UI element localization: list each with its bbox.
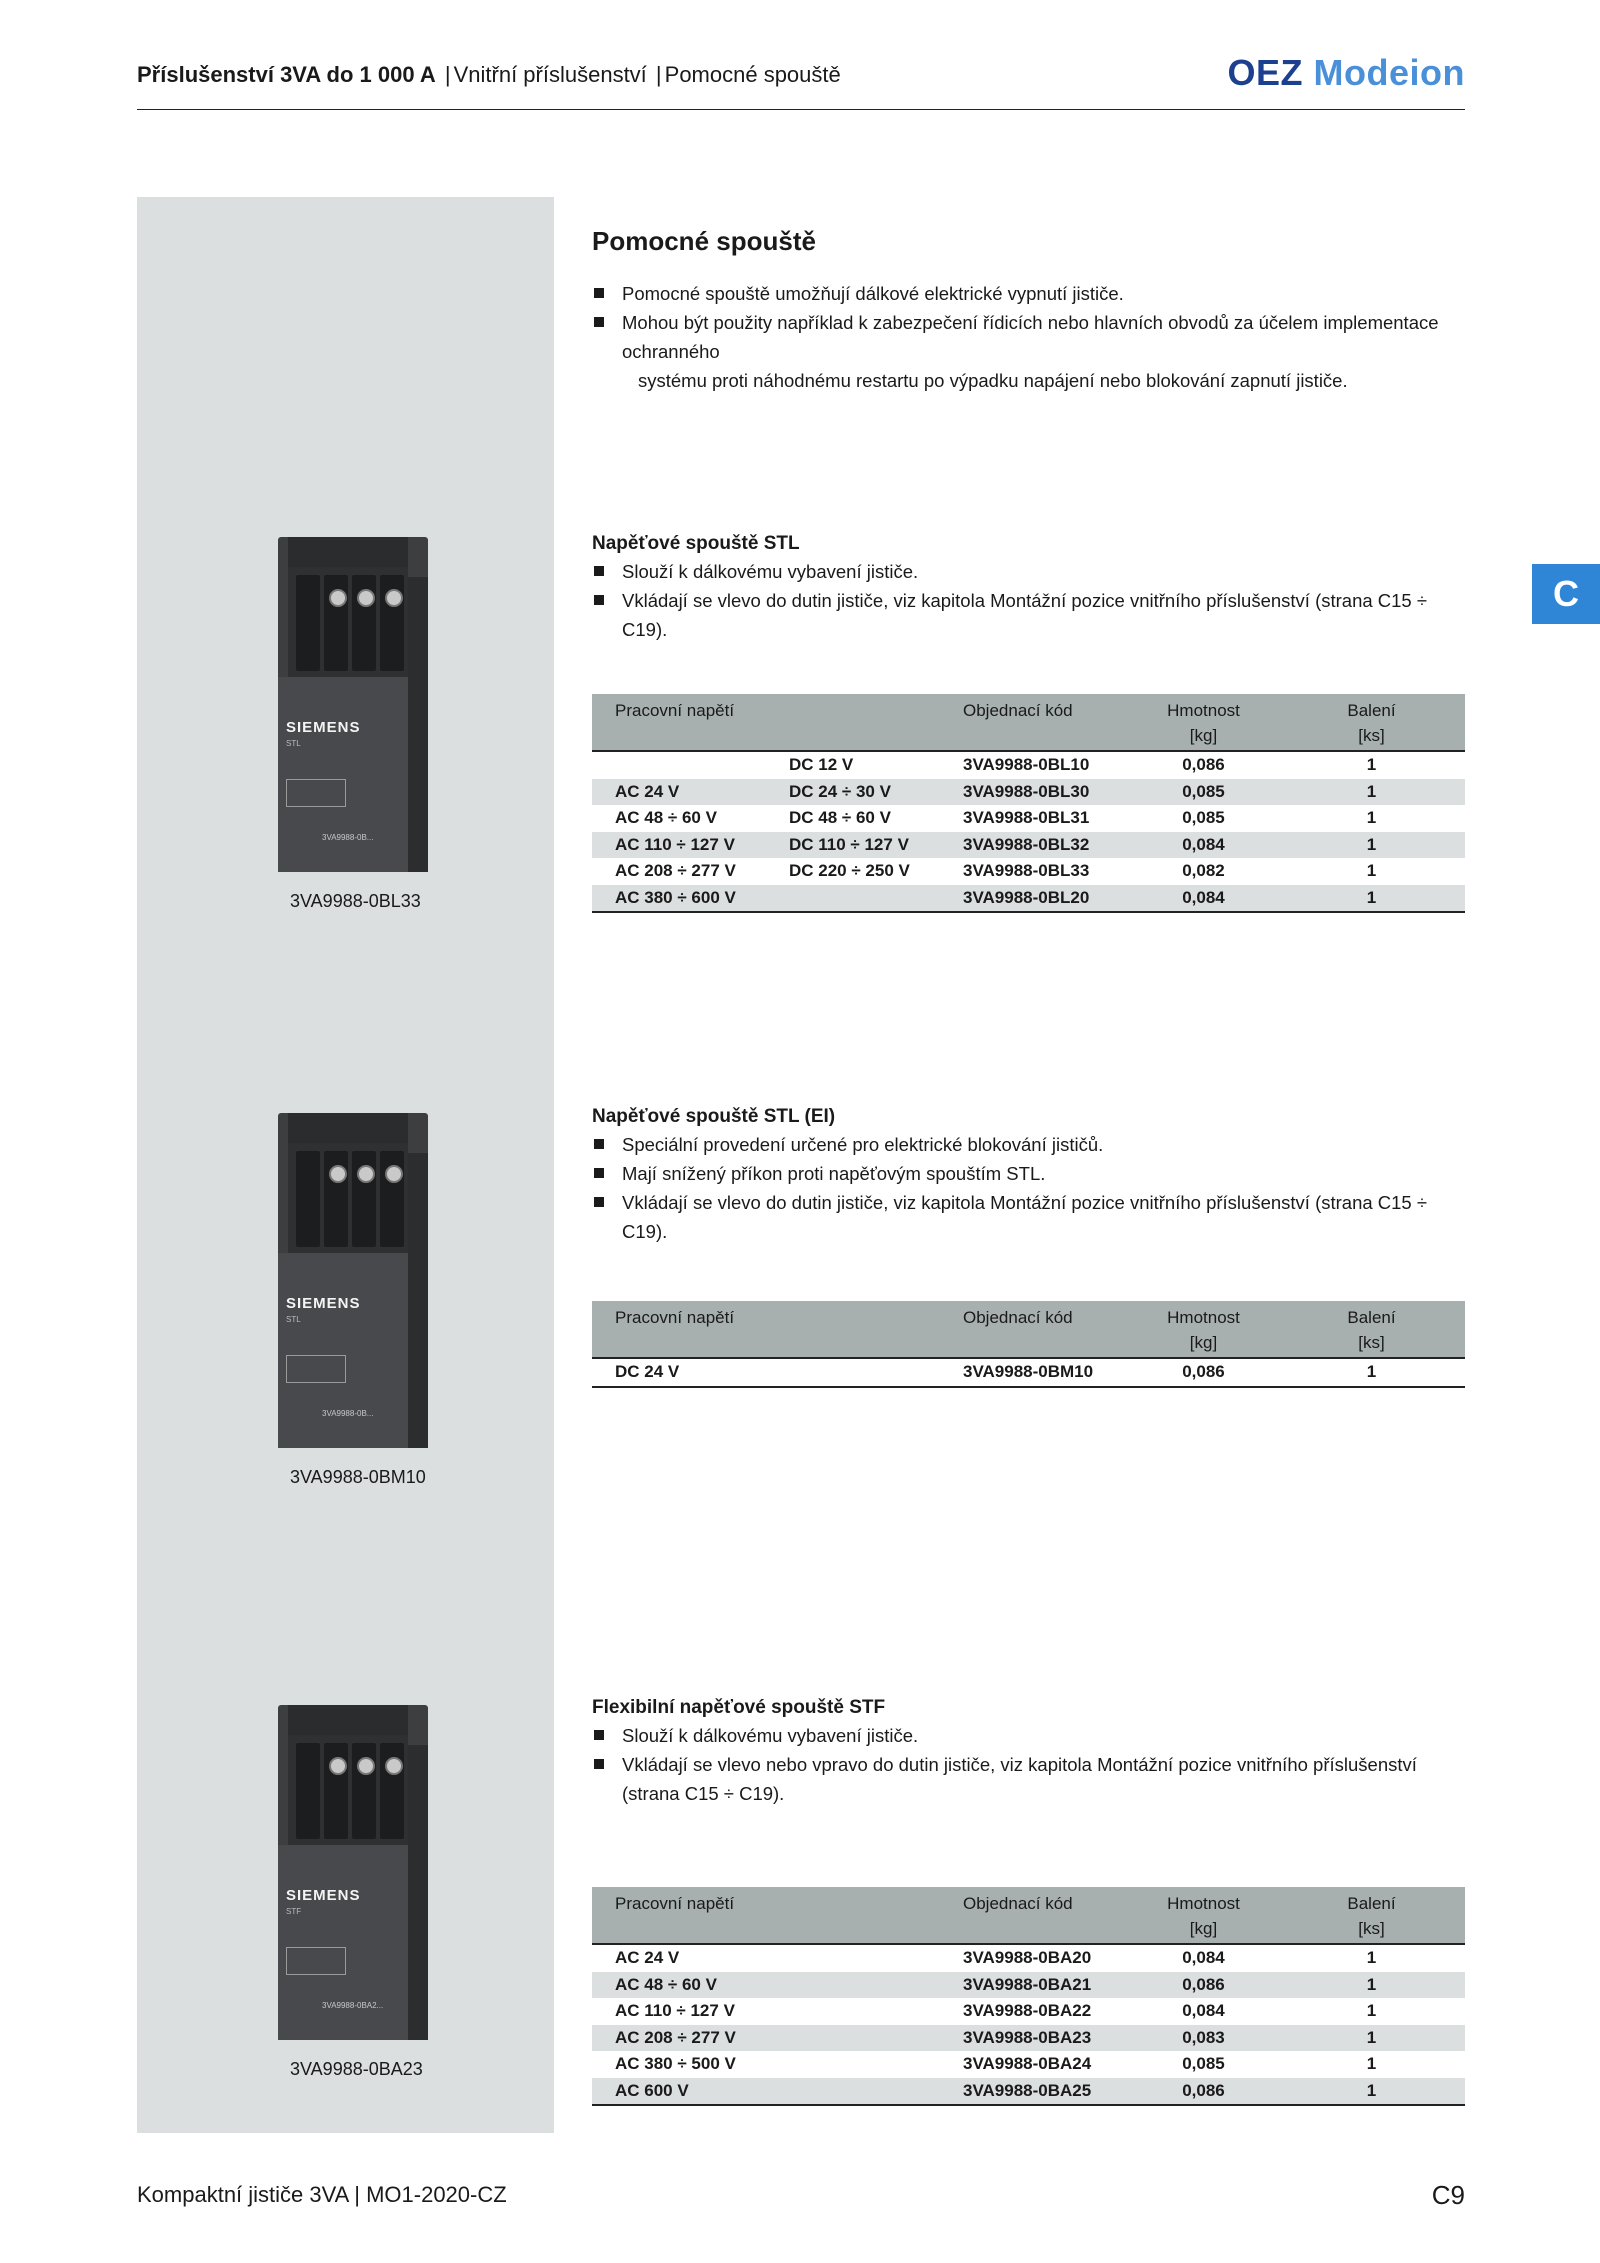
header-package-unit: [ks] (1358, 1919, 1385, 1938)
table-header-row (592, 1301, 1465, 1358)
cell-package: 1 (1278, 1358, 1465, 1387)
device-top (288, 1113, 408, 1143)
cell-dc: DC 110 ÷ 127 V (789, 834, 909, 854)
intro-bullets (592, 279, 1465, 395)
bullet-text: Slouží k dálkovému vybavení jističe. (622, 1725, 919, 1746)
section-stf (592, 1697, 1465, 1808)
header-voltage: Pracovní napětí (592, 1301, 789, 1358)
device-symbol-icon (286, 779, 346, 807)
cell-weight: 0,085 (1182, 2054, 1225, 2073)
bullet-text: Slouží k dálkovému vybavení jističe. (622, 561, 919, 582)
cell-weight: 0,084 (1182, 2001, 1225, 2020)
cell-ac: AC 24 V (615, 781, 680, 801)
device-side (408, 1745, 428, 2040)
cell-ac: AC 110 ÷ 127 V (615, 834, 735, 854)
cell-weight: 0,084 (1182, 1948, 1225, 1967)
screw-icon (329, 589, 347, 607)
device-brand-text: SIEMENS (286, 719, 361, 736)
list-item (592, 1130, 1465, 1159)
header-package (1278, 1887, 1465, 1944)
header-weight-label: Hmotnost (1167, 1308, 1240, 1327)
cell-weight: 0,086 (1129, 2078, 1278, 2106)
bullet-text: Vkládají se vlevo do dutin jističe, viz kapitola Montážní pozice vnitřního příslušenství (strana C15 ÷ C19). (622, 590, 1428, 640)
cell-dc: DC 12 V (789, 755, 854, 774)
screw-icon (329, 1757, 347, 1775)
header-weight-unit: [kg] (1189, 1333, 1218, 1352)
bullet-text: Speciální provedení určené pro elektrické blokování jističů. (622, 1134, 1104, 1155)
header-package-label: Balení (1347, 701, 1396, 720)
spec-table-stl (592, 694, 1465, 913)
device-code-text: 3VA9988-0B... (322, 1409, 374, 1418)
header-weight-unit: [kg] (1189, 726, 1218, 745)
screw-icon (357, 589, 375, 607)
bullet-text: Vkládají se vlevo do dutin jističe, viz kapitola Montážní pozice vnitřního příslušenství (strana C15 ÷ C19). (622, 1192, 1428, 1242)
cell-ac (592, 751, 789, 779)
table-row (592, 2078, 1465, 2106)
table-row (592, 2051, 1465, 2078)
cell-ac: AC 24 V (615, 1948, 680, 1967)
cell-package: 1 (1366, 781, 1377, 801)
cell-weight: 0,082 (1182, 861, 1225, 880)
cell-package: 1 (1278, 885, 1465, 913)
header-title-sub1: Vnitřní příslušenství (453, 62, 647, 87)
screw-icon (329, 1165, 347, 1183)
cell-ac: DC 24 V (592, 1358, 789, 1387)
cell-ac: AC 208 ÷ 277 V (615, 861, 736, 880)
device-top (288, 537, 408, 567)
cell-package: 1 (1366, 2054, 1377, 2073)
cell-package: 1 (1366, 2027, 1377, 2047)
device-illustration (278, 1113, 428, 1448)
screw-icon (385, 589, 403, 607)
header-weight (1129, 1887, 1278, 1944)
header-weight (1129, 1301, 1278, 1358)
cell-weight: 0,084 (1182, 834, 1225, 854)
table-row (592, 779, 1465, 806)
cell-weight: 0,083 (1182, 2027, 1225, 2047)
table-row (592, 1358, 1465, 1387)
list-item (592, 586, 1465, 644)
device-code-text: 3VA9988-0B... (322, 833, 374, 842)
header-order-code: Objednací kód (963, 694, 1129, 751)
image-caption: 3VA9988-0BA23 (290, 2059, 423, 2079)
header-order-code: Objednací kód (963, 1887, 1129, 1944)
table-row (592, 858, 1465, 885)
logo-modeion-text: Modeion (1313, 52, 1465, 93)
table-row (592, 885, 1465, 913)
cell-code: 3VA9988-0BL30 (963, 781, 1090, 801)
cell-dc: DC 24 ÷ 30 V (789, 781, 891, 801)
spec-table-stf (592, 1887, 1465, 2106)
cell-code: 3VA9988-0BL10 (963, 755, 1090, 774)
header-package-unit: [ks] (1358, 726, 1385, 745)
cell-weight: 0,086 (1129, 1358, 1278, 1387)
cell-weight: 0,085 (1182, 808, 1225, 827)
header-package-label: Balení (1347, 1894, 1396, 1913)
device-symbol-icon (286, 1947, 346, 1975)
cell-dc (789, 2051, 963, 2078)
device-body (278, 1253, 408, 1448)
table-row (592, 2025, 1465, 2052)
spec-table-stl-ei (592, 1301, 1465, 1388)
device-brand-text: SIEMENS (286, 1887, 361, 1904)
bullet-text: Vkládají se vlevo nebo vpravo do dutin jističe, viz kapitola Montážní pozice vnitřního příslušenství (622, 1754, 1417, 1775)
chapter-tab[interactable]: C (1532, 564, 1600, 624)
cell-dc (789, 1944, 963, 1972)
device-illustration (278, 537, 428, 872)
cell-code: 3VA9988-0BL31 (963, 808, 1090, 827)
bullet-text: Mohou být použity například k zabezpečení řídicích nebo hlavních obvodů za účelem implementace ochranného (622, 312, 1439, 362)
cell-code: 3VA9988-0BA23 (963, 2027, 1092, 2047)
cell-ac: AC 110 ÷ 127 V (615, 2001, 735, 2020)
cell-package: 1 (1366, 1974, 1377, 1994)
list-item (592, 279, 1465, 308)
table-row (592, 751, 1465, 779)
cell-code: 3VA9988-0BA24 (963, 2054, 1092, 2073)
cell-dc: DC 220 ÷ 250 V (789, 861, 910, 880)
screw-icon (357, 1757, 375, 1775)
table-row (592, 1944, 1465, 1972)
cell-code: 3VA9988-0BA20 (963, 1948, 1092, 1967)
cell-weight: 0,086 (1182, 755, 1225, 774)
header-package-unit: [ks] (1358, 1333, 1385, 1352)
section-stl-ei (592, 1106, 1465, 1246)
page-header (137, 52, 1465, 110)
header-weight-unit: [kg] (1189, 1919, 1218, 1938)
header-breadcrumb (137, 62, 841, 88)
section-title: Pomocné spouště (592, 226, 816, 256)
cell-weight: 0,086 (1182, 1974, 1225, 1994)
cell-code: 3VA9988-0BL33 (963, 861, 1090, 880)
header-voltage-dc (789, 1887, 963, 1944)
cell-dc (789, 2025, 963, 2052)
device-symbol-icon (286, 1355, 346, 1383)
device-body (278, 677, 408, 872)
intro-section (592, 226, 1465, 395)
bullet-text-continued: (strana C15 ÷ C19). (622, 1783, 785, 1804)
cell-code: 3VA9988-0BL32 (963, 834, 1090, 854)
section-bullets (592, 557, 1465, 644)
header-package-label: Balení (1347, 1308, 1396, 1327)
device-slot (296, 575, 320, 671)
screw-icon (357, 1165, 375, 1183)
section-bullets (592, 1721, 1465, 1808)
cell-dc: DC 48 ÷ 60 V (789, 808, 891, 827)
cell-dc (789, 2078, 963, 2106)
table-row (592, 805, 1465, 832)
subsection-title: Flexibilní napěťové spouště STF (592, 1697, 886, 1718)
cell-code: 3VA9988-0BL20 (963, 885, 1129, 913)
device-slots (288, 567, 408, 677)
bullet-text: Pomocné spouště umožňují dálkové elektrické vypnutí jističe. (622, 283, 1124, 304)
header-separator: | (444, 62, 451, 87)
device-sub-text: STF (286, 1907, 302, 1916)
device-slots (288, 1735, 408, 1845)
header-weight-label: Hmotnost (1167, 701, 1240, 720)
header-title-sub2: Pomocné spouště (664, 62, 841, 87)
device-sub-text: STL (286, 1315, 301, 1324)
cell-code: 3VA9988-0BA25 (963, 2078, 1129, 2106)
cell-dc (789, 1998, 963, 2025)
device-slots (288, 1143, 408, 1253)
list-item (592, 1188, 1465, 1246)
section-bullets (592, 1130, 1465, 1246)
cell-weight: 0,085 (1182, 781, 1225, 801)
cell-dc (789, 1358, 963, 1387)
cell-package: 1 (1366, 861, 1377, 880)
cell-weight: 0,084 (1129, 885, 1278, 913)
cell-ac: AC 600 V (592, 2078, 789, 2106)
subsection-title: Napěťové spouště STL (EI) (592, 1106, 836, 1127)
bullet-text: Mají snížený příkon proti napěťovým spouštím STL. (622, 1163, 1046, 1184)
screw-icon (385, 1757, 403, 1775)
list-item (592, 1159, 1465, 1188)
cell-code: 3VA9988-0BA21 (963, 1974, 1092, 1994)
section-stl (592, 533, 1465, 644)
cell-package: 1 (1366, 755, 1377, 774)
device-sub-text: STL (286, 739, 301, 748)
device-slot (296, 1151, 320, 1247)
header-voltage-dc (789, 694, 963, 751)
table-row (592, 832, 1465, 859)
header-weight (1129, 694, 1278, 751)
list-item (592, 1750, 1465, 1808)
header-order-code: Objednací kód (963, 1301, 1129, 1358)
table-header-row (592, 694, 1465, 751)
cell-ac: AC 208 ÷ 277 V (615, 2027, 736, 2047)
device-code-text: 3VA9988-0BA2... (322, 2001, 384, 2010)
device-illustration (278, 1705, 428, 2040)
cell-package: 1 (1366, 1948, 1377, 1967)
table-row (592, 1998, 1465, 2025)
table-row (592, 1972, 1465, 1999)
cell-package: 1 (1366, 808, 1377, 827)
cell-package: 1 (1366, 2001, 1377, 2020)
brand-logo (1227, 52, 1465, 94)
image-caption: 3VA9988-0BL33 (290, 891, 421, 911)
cell-code: 3VA9988-0BM10 (963, 1358, 1129, 1387)
cell-package: 1 (1278, 2078, 1465, 2106)
list-item (592, 308, 1465, 395)
header-package (1278, 1301, 1465, 1358)
header-package (1278, 694, 1465, 751)
list-item (592, 557, 1465, 586)
subsection-title: Napěťové spouště STL (592, 533, 800, 554)
device-body (278, 1845, 408, 2040)
device-top (288, 1705, 408, 1735)
footer-document-id: Kompaktní jističe 3VA | MO1-2020-CZ (137, 2182, 507, 2207)
cell-ac: AC 380 ÷ 600 V (592, 885, 789, 913)
header-title-main: Příslušenství 3VA do 1 000 A (137, 62, 436, 87)
header-separator: | (655, 62, 662, 87)
device-side (408, 1153, 428, 1448)
table-header-row (592, 1887, 1465, 1944)
image-caption: 3VA9988-0BM10 (290, 1467, 426, 1487)
cell-dc (789, 1972, 963, 1999)
header-voltage: Pracovní napětí (592, 1887, 789, 1944)
logo-oez-text: OEZ (1227, 52, 1303, 93)
cell-dc (789, 885, 963, 913)
device-slot (296, 1743, 320, 1839)
cell-ac: AC 48 ÷ 60 V (615, 1974, 717, 1994)
device-brand-text: SIEMENS (286, 1295, 361, 1312)
header-voltage-dc (789, 1301, 963, 1358)
screw-icon (385, 1165, 403, 1183)
header-voltage: Pracovní napětí (592, 694, 789, 751)
header-weight-label: Hmotnost (1167, 1894, 1240, 1913)
page-number: C9 (1431, 2180, 1465, 2210)
cell-code: 3VA9988-0BA22 (963, 2001, 1092, 2020)
bullet-text-continued: systému proti náhodnému restartu po výpadku napájení nebo blokování zapnutí jističe. (638, 370, 1348, 391)
device-side (408, 577, 428, 872)
cell-ac: AC 48 ÷ 60 V (615, 808, 717, 827)
list-item (592, 1721, 1465, 1750)
cell-ac: AC 380 ÷ 500 V (615, 2054, 736, 2073)
cell-package: 1 (1366, 834, 1377, 854)
